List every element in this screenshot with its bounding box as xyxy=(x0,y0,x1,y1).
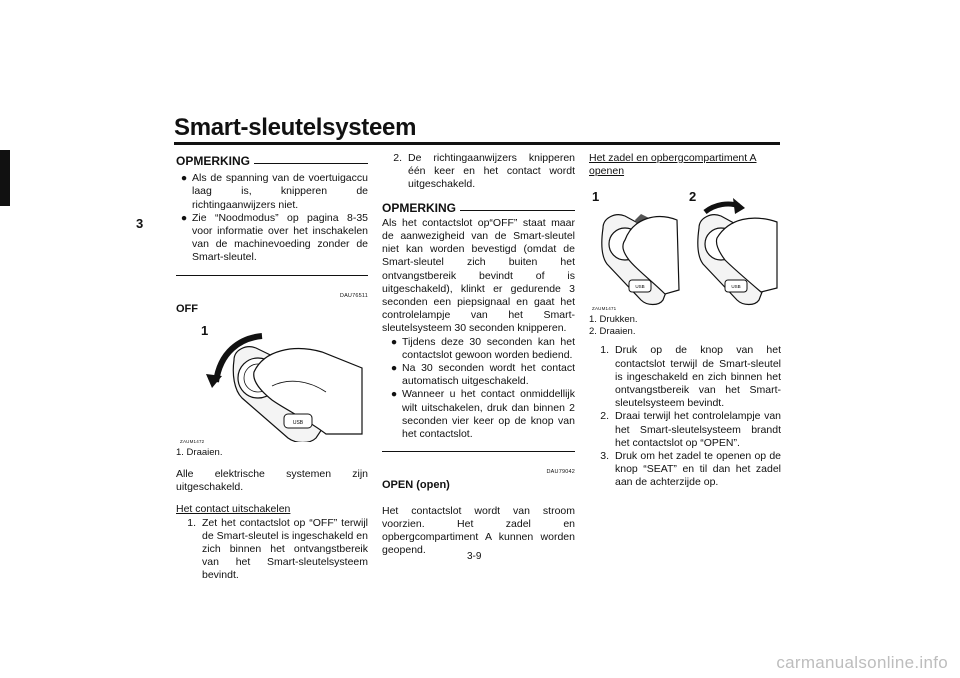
watermark: carmanualsonline.info xyxy=(776,653,948,672)
figure-callout-1: 1 xyxy=(201,323,209,339)
note-heading: OPMERKING xyxy=(382,202,575,215)
figure-callout-1: 1 xyxy=(592,189,600,205)
list-item: ● Tijdens deze 30 seconden kan het contactslot gewoon worden bediend. xyxy=(390,335,575,361)
page-title: Smart-sleutelsysteem xyxy=(174,114,417,141)
svg-text:USB: USB xyxy=(635,284,645,290)
header-rule xyxy=(174,142,780,145)
note-text: Als het contactslot op“OFF” staat maar de aanwezigheid van de Smart-sleutel niet kan worden bevestigd (omdat de Smart-sleutel zich buiten het ontvangstbereik bevindt of is uitgeschakeld), klinkt er gedurende 3 seconden een piepsignaal en gaat het controlelampje van het Smart-sleutelsysteem 30 seconden knipperen. xyxy=(382,216,575,335)
list-item: ● Na 30 seconden wordt het contact automatisch uitgeschakeld. xyxy=(390,362,575,388)
list-item: 3. Druk om het zadel te openen op de knop “SEAT” en til dan het zadel aan de achterzijde op. xyxy=(600,450,781,489)
figure-code: ZAUM1471 xyxy=(592,306,617,312)
paragraph: Alle elektrische systemen zijn uitgeschakeld. xyxy=(176,468,368,494)
list-item: 2. Draai terwijl het controlelampje van het Smart-sleutelsysteem brandt het contactslot op “OPEN”. xyxy=(600,410,781,449)
figure-code: ZAUM1472 xyxy=(180,439,205,445)
svg-text:USB: USB xyxy=(731,284,741,290)
figure-caption: 1. Draaien. xyxy=(176,447,223,459)
list-item: 1. Druk op de knop van het contactslot terwijl de Smart-sleutel is ingeschakeld en zich binnen het ontvangstbereik van het Smart-sleutelsysteem bevindt. xyxy=(600,344,781,410)
list-item: 1. Zet het contactslot op “OFF” terwijl de Smart-sleutel is ingeschakeld en zich binnen het ontvangstbereik van het Smart-sleutelsysteem bevindt. xyxy=(187,516,368,582)
subheading: Het contact uitschakelen xyxy=(176,503,291,516)
page-number: 3-9 xyxy=(467,551,482,562)
divider xyxy=(382,451,575,452)
figure-off xyxy=(176,322,368,445)
list-item: ● Wanneer u het contact onmiddellijk wilt uitschakelen, druk dan binnen 2 seconden vier keer op de knop van het contactslot. xyxy=(390,388,575,441)
figure-caption: 1. Drukken. xyxy=(589,314,638,326)
list-item: ● Zie “Noodmodus” op pagina 8-35 voor informatie over het inschakelen van de machinevoeding zonder de Smart-sleutel. xyxy=(180,211,368,264)
ignition-switch-illustration xyxy=(589,184,781,310)
figure-open xyxy=(589,184,781,310)
column-3 xyxy=(589,152,781,490)
note-heading: OPMERKING xyxy=(176,155,368,168)
divider xyxy=(176,275,368,276)
chapter-number: 3 xyxy=(136,216,144,231)
column-2 xyxy=(382,152,575,557)
list-item: ● Als de spanning van de voertuigaccu laag is, knipperen de richtingaanwijzers niet. xyxy=(180,172,368,211)
svg-text:USB: USB xyxy=(292,420,304,427)
paragraph: Het contactslot wordt van stroom voorzien. Het zadel en opbergcompartiment A kunnen worden geopend. xyxy=(382,504,575,557)
section-title: OFF xyxy=(176,302,198,315)
figure-callout-2: 2 xyxy=(689,189,697,205)
chapter-tab xyxy=(0,150,10,206)
section-title: OPEN (open) xyxy=(382,479,450,492)
section-code: DAU76511 xyxy=(339,292,368,299)
subheading: Het zadel en opbergcompartiment A openen xyxy=(589,152,757,178)
figure-caption: 2. Draaien. xyxy=(589,326,636,338)
column-1 xyxy=(176,155,368,583)
list-item: 2. De richtingaanwijzers knipperen één keer en het contact wordt uitgeschakeld. xyxy=(393,152,575,191)
section-code: DAU79042 xyxy=(546,469,575,476)
ignition-switch-illustration xyxy=(176,322,368,442)
